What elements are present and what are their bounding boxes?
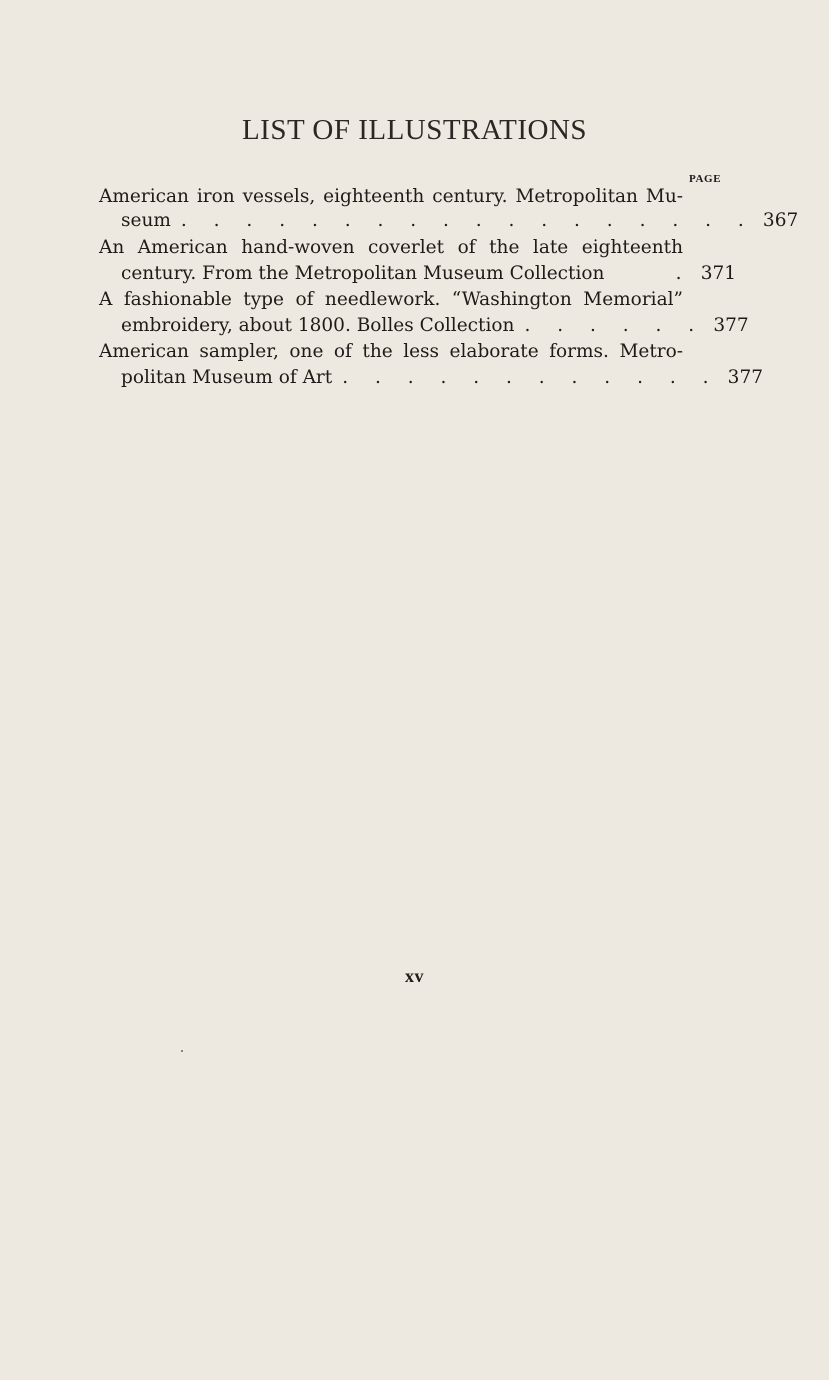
entry-3-line-2 [121,312,749,340]
entry-4-dot-leader: . . . . . . . . . . . . [342,367,719,388]
entry-3-page-number: 377 [713,315,749,336]
page-folio: xv [405,966,424,986]
entry-3-line-1: A fashionable type of needlework. “Washington Memorial” [99,289,683,310]
entry-4-page-number: 377 [727,367,763,388]
page-title: LIST OF ILLUSTRATIONS [241,114,588,146]
entry-4-text-end: politan Museum of Art [121,367,333,388]
entry-1-line-1: American iron vessels, eighteenth century. Metropolitan Mu- [99,186,683,207]
entry-2-dot-leader: . [675,263,692,284]
page-column-heading: PAGE [689,173,722,185]
entry-4-line-1: American sampler, one of the less elaborate forms. Metro- [99,341,683,362]
entry-2-line-1: An American hand-woven coverlet of the late eighteenth [99,237,683,258]
entry-2-text-end: century. From the Metropolitan Museum Collection [121,263,605,284]
entry-3-dot-leader: . . . . . . [524,315,705,336]
entry-1-dot-leader: . . . . . . . . . . . . . . . . . . [180,210,755,231]
entry-1-text-end: seum [121,210,171,231]
entry-3-text-end: embroidery, about 1800. Bolles Collection [121,315,515,336]
paper-speck [181,1050,183,1052]
entry-2-line-2 [121,260,736,288]
entry-2-page-number: 371 [700,263,736,284]
entry-4-line-2 [121,364,763,392]
entry-1-line-2 [121,207,799,235]
entry-1-page-number: 367 [762,210,799,231]
